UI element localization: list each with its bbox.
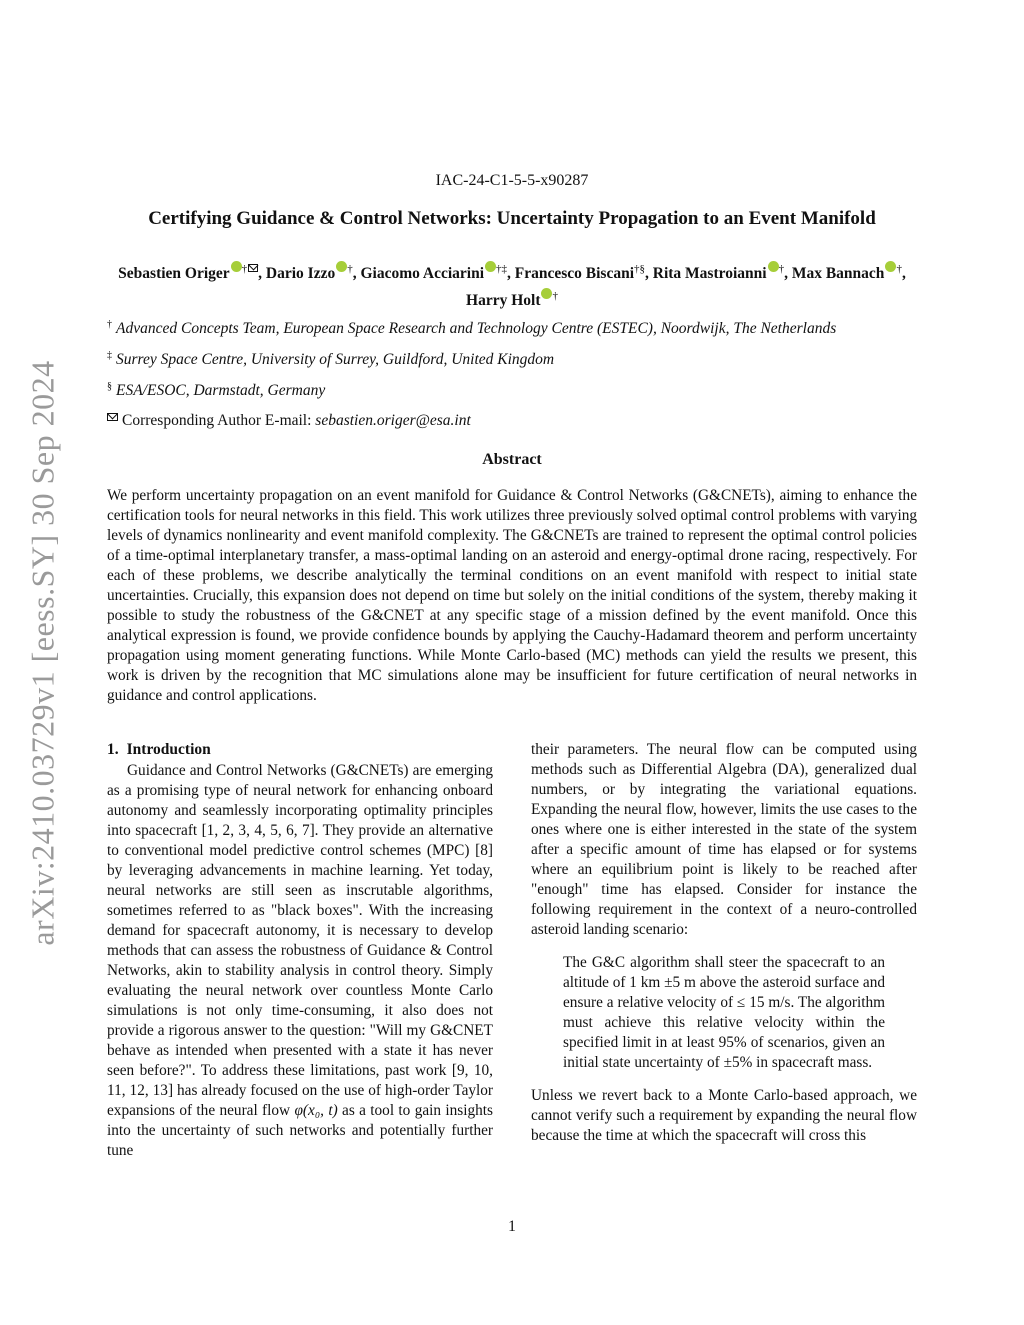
affiliation-mark: ‡ (107, 350, 112, 361)
affiliation-text: Surrey Space Centre, University of Surrey, Guildford, United Kingdom (116, 351, 555, 368)
intro-text: Guidance and Control Networks (G&CNETs) are emerging as a promising type of neural network for enhancing onboard autonomy and seamlessly incorporating optimality principles into spacecraft [1, 2, 3, 4, 5, 6, 7]. They provide an alternative to conventional model predictive control schemes (MPC) [8] by leveraging advancements in machine learning. Yet today, neural networks are still seen as inscrutable algorithms, sometimes referred to as "black boxes". With the increasing demand for spacecraft autonomy, it is necessary to develop methods that can assess the robustness of Guidance & Control Networks, akin to stability analysis in control theory. Simply evaluating the neural network over countless Monte Carlo simulations is not only time-consuming, it also does not provide a rigorous answer to the question: "Will my G&CNET behave as intended when presented with a state it has never seen before?". To address these limitations, past work [9, 10, 11, 12, 13] has already focused on the use of high-order Taylor expansions of the neural flow (107, 762, 493, 1119)
abstract-text: We perform uncertainty propagation on an event manifold for Guidance & Control Networks (G&CNETs), aiming to enhance the certification tools for neural networks in this field. This work utilizes three previously solved optimal control problems with varying levels of dynamics nonlinearity and event manifold complexity. The G&CNETs are trained to represent the optimal control policies of a time-optimal interplanetary transfer, a mass-optimal landing on an asteroid and energy-optimal drone racing, respectively. For each of these problems, we describe analytically the terminal conditions on an event manifold with respect to initial state uncertainties. Crucially, this expansion does not depend on time but solely on the initial conditions of the system, thereby making it possible to study the robustness of the G&CNET at any specific stage of a mission defined by the event manifold. Once this analytical expression is found, we provide confidence bounds by applying the Cauchy-Hadamard theorem and perform uncertainty propagation using moment generating functions. While Monte Carlo-based (MC) methods can yield the results we present, this work is driven by the recognition that MC simulations alone may be insufficient for future certification of neural networks in guidance and control applications. (107, 487, 917, 704)
author-name: Rita Mastroianni (652, 265, 767, 282)
orcid-icon[interactable] (336, 261, 347, 272)
affiliation-text: Advanced Concepts Team, European Space Research and Technology Centre (ESTEC), Noordwijk, The Netherlands (116, 320, 837, 337)
arxiv-sidebar (18, 350, 68, 956)
section-heading (107, 740, 493, 760)
orcid-icon[interactable] (885, 261, 896, 272)
arxiv-identifier: arXiv:2410.03729v1 [eess.SY] 30 Sep 2024 (24, 360, 61, 946)
requirement-quote: The G&C algorithm shall steer the spacecraft to an altitude of 1 km ±5 m above the asteroid surface and ensure a relative velocity of ≤ 15 m/s. The algorithm must achieve this relative velocity within the specified limit in at least 95% of scenarios, given an initial state uncertainty of ±5% in spacecraft mass. (563, 954, 885, 1071)
corresponding-email[interactable]: sebastien.origer@esa.int (315, 412, 471, 429)
section-title: Introduction (126, 741, 211, 758)
intro-paragraph-continued: their parameters. The neural flow can be computed using methods such as Differential Algebra (DA), generalized dual numbers, or by integrating the variational equations. Expanding the neural flow, however, limits the use cases to the ones where one is either interested in the state of the system after a specific amount of time has elapsed or for systems where an equilibrium point is likely to be reached after "enough" time has elapsed. Consider for instance the following requirement in the context of a neuro-controlled asteroid landing scenario: (531, 741, 917, 938)
affiliation-mark: † (896, 263, 902, 275)
abstract-heading: Abstract (482, 451, 542, 468)
author-name: Francesco Biscani (514, 265, 635, 282)
section-number: 1. (107, 741, 119, 758)
affiliation-mark: § (107, 381, 112, 392)
author-name: Giacomo Acciarini (360, 265, 485, 282)
corresponding-label: Corresponding Author E-mail: (122, 412, 312, 429)
paper-title: Certifying Guidance & Control Networks: Uncertainty Propagation to an Event Manifold (148, 208, 876, 229)
orcid-icon[interactable] (768, 261, 779, 272)
right-column (531, 740, 917, 1146)
affiliation-estec (107, 319, 836, 338)
intro-text-continued: as a tool to gain insights into the uncertainty of such networks and potentially further tune (107, 1102, 493, 1159)
intro-paragraph-monte-carlo: Unless we revert back to a Monte Carlo-based approach, we cannot verify such a requirement by expanding the neural flow because the time at which the spacecraft will cross this (531, 1087, 917, 1144)
affiliation-esoc (107, 381, 325, 400)
author-list: Sebastien Origer † , Dario Izzo †, Giacomo Acciarini †‡, Francesco Biscani†§, Rita Mastroianni †, Max Bannach †, Harry Holt † (118, 263, 906, 309)
intro-paragraph (107, 761, 493, 1161)
left-column (107, 740, 493, 1161)
orcid-icon[interactable] (485, 261, 496, 272)
author-name: Sebastien Origer (118, 265, 230, 282)
affiliation-text: ESA/ESOC, Darmstadt, Germany (116, 382, 326, 399)
affiliation-mark: †‡ (496, 263, 508, 275)
neural-flow-math: φ(x₀, t) (294, 1102, 338, 1119)
affiliation-surrey (107, 350, 554, 369)
author-name: Dario Izzo (265, 265, 336, 282)
affiliation-mark: † (778, 263, 785, 275)
affiliation-mark: † (107, 319, 112, 330)
page-number: 1 (508, 1218, 516, 1235)
corresponding-author (107, 412, 471, 430)
orcid-icon[interactable] (541, 288, 552, 299)
affiliation-mark: † (347, 263, 353, 275)
envelope-icon (107, 413, 118, 421)
author-name: Max Bannach (791, 265, 885, 282)
affiliation-mark: †§ (634, 263, 646, 275)
author-name: Harry Holt (466, 292, 541, 309)
affiliation-mark: † (241, 263, 248, 275)
envelope-icon (248, 264, 258, 272)
paper-id: IAC-24-C1-5-5-x90287 (435, 172, 589, 189)
affiliation-mark: † (552, 290, 558, 302)
orcid-icon[interactable] (231, 261, 242, 272)
